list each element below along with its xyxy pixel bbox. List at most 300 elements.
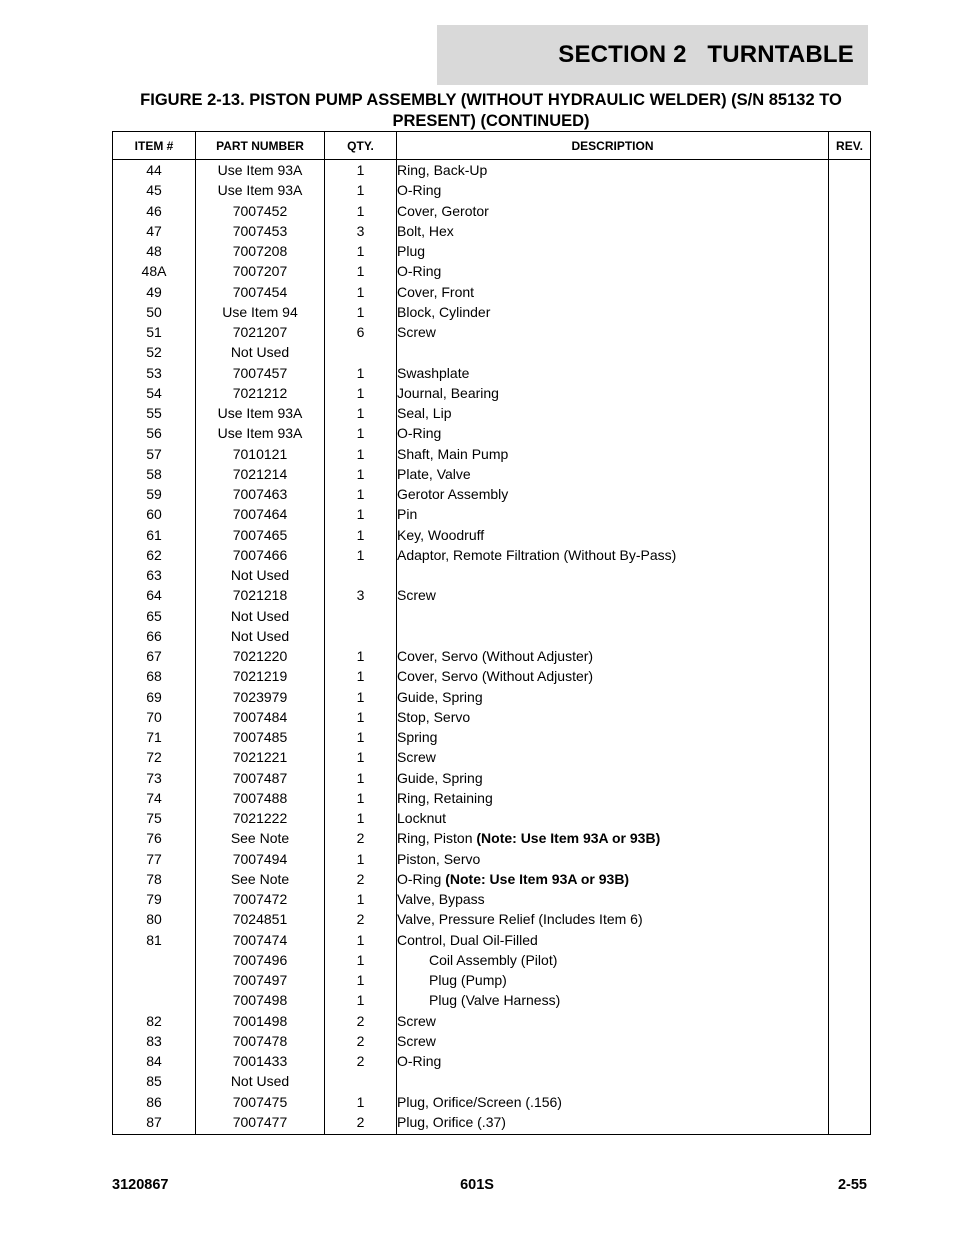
footer-page-number: 2-55 [837,1177,867,1193]
item-number-cell [113,970,196,990]
qty-cell [325,342,397,362]
rev-cell [829,970,871,990]
description-cell [397,909,829,929]
description-text: Plate, Valve [397,465,471,482]
rev-cell [829,889,871,909]
table-row [113,666,871,686]
description-text: O-Ring [397,870,446,887]
description-cell [397,363,829,383]
description-text: Journal, Bearing [397,384,499,401]
table-row [113,606,871,626]
part-number-cell: 7007207 [196,261,325,281]
description-text: Block, Cylinder [397,303,491,320]
part-number-cell: 7007452 [196,201,325,221]
item-number-cell: 85 [113,1071,196,1091]
rev-cell [829,585,871,605]
table-row [113,768,871,788]
qty-cell: 1 [325,768,397,788]
table-row [113,464,871,484]
qty-cell: 1 [325,504,397,524]
qty-cell: 1 [325,950,397,970]
table-row [113,646,871,666]
qty-cell: 1 [325,646,397,666]
description-text: Coil Assembly (Pilot) [429,951,558,968]
description-text: Screw [397,324,436,341]
table-row [113,909,871,929]
table-row [113,930,871,950]
description-text: Screw [397,1012,436,1029]
qty-cell: 1 [325,423,397,443]
rev-cell [829,403,871,423]
part-number-cell: 7007472 [196,889,325,909]
rev-cell [829,180,871,200]
description-text: Plug (Pump) [429,972,507,989]
qty-cell [325,1071,397,1091]
rev-cell [829,869,871,889]
part-number-cell: 7007453 [196,221,325,241]
part-number-cell: Not Used [196,606,325,626]
footer-model: 601S [460,1177,494,1193]
qty-cell: 1 [325,444,397,464]
table-row [113,545,871,565]
item-number-cell: 72 [113,747,196,767]
qty-cell: 1 [325,687,397,707]
description-text: O-Ring [397,425,442,442]
qty-cell: 3 [325,585,397,605]
figure-title: FIGURE 2-13. PISTON PUMP ASSEMBLY (WITHOUT HYDRAULIC WELDER) (S/N 85132 TO PRESENT) (CONTINUED) [140,91,842,130]
rev-cell [829,201,871,221]
rev-cell [829,444,871,464]
description-cell [397,970,829,990]
table-row [113,727,871,747]
item-number-cell: 67 [113,646,196,666]
item-number-cell: 66 [113,626,196,646]
qty-cell: 2 [325,1112,397,1135]
description-cell [397,889,829,909]
qty-cell: 1 [325,484,397,504]
item-number-cell: 51 [113,322,196,342]
item-number-cell: 82 [113,1011,196,1031]
part-number-cell: 7007464 [196,504,325,524]
table-row [113,444,871,464]
part-number-cell: 7010121 [196,444,325,464]
item-number-cell: 61 [113,525,196,545]
description-cell [397,565,829,585]
description-cell [397,1051,829,1071]
description-text: Valve, Pressure Relief (Includes Item 6) [397,911,643,928]
description-text: O-Ring [397,263,442,280]
description-note: (Note: Use Item 93A or 93B) [445,870,630,887]
rev-cell [829,768,871,788]
item-number-cell: 48A [113,261,196,281]
part-number-cell: 7021212 [196,383,325,403]
table-row [113,1011,871,1031]
rev-cell [829,909,871,929]
table-row [113,423,871,443]
item-number-cell: 57 [113,444,196,464]
description-note: (Note: Use Item 93A or 93B) [476,830,661,847]
qty-cell: 1 [325,747,397,767]
part-number-cell: 7001498 [196,1011,325,1031]
table-row [113,342,871,362]
description-cell [397,423,829,443]
table-row [113,1031,871,1051]
description-cell [397,747,829,767]
description-text: Spring [397,729,438,746]
description-text: Key, Woodruff [397,526,485,543]
description-text: Pin [397,506,418,523]
rev-cell [829,383,871,403]
qty-cell: 1 [325,464,397,484]
item-number-cell: 77 [113,849,196,869]
table-row [113,1071,871,1091]
rev-cell [829,849,871,869]
item-number-cell: 68 [113,666,196,686]
table-header-row [113,132,871,160]
description-cell [397,545,829,565]
qty-cell: 1 [325,930,397,950]
table-row [113,808,871,828]
rev-cell [829,221,871,241]
rev-cell [829,646,871,666]
description-cell [397,1112,829,1135]
item-number-cell: 62 [113,545,196,565]
rev-cell [829,504,871,524]
description-text: Ring, Retaining [397,789,493,806]
part-number-cell: Not Used [196,626,325,646]
qty-cell: 1 [325,970,397,990]
part-number-cell: 7023979 [196,687,325,707]
rev-cell [829,464,871,484]
description-cell [397,828,829,848]
description-text: Control, Dual Oil-Filled [397,931,538,948]
description-cell [397,930,829,950]
description-cell [397,585,829,605]
description-text: Ring, Piston [397,830,477,847]
item-number-cell: 46 [113,201,196,221]
table-row [113,484,871,504]
part-number-cell: 7007497 [196,970,325,990]
description-text: Plug, Orifice (.37) [397,1113,506,1130]
parts-table [112,131,871,1135]
item-number-cell: 47 [113,221,196,241]
table-row [113,1092,871,1112]
part-number-cell: 7007494 [196,849,325,869]
part-number-cell: 7007454 [196,282,325,302]
footer-doc-number: 3120867 [112,1177,169,1193]
table-row [113,707,871,727]
description-text: Plug [397,243,426,260]
part-number-cell: Use Item 93A [196,403,325,423]
rev-cell [829,282,871,302]
description-cell [397,504,829,524]
part-number-cell: 7007208 [196,241,325,261]
item-number-cell: 58 [113,464,196,484]
qty-cell: 1 [325,707,397,727]
qty-cell: 1 [325,261,397,281]
column-header-qty: QTY. [325,132,397,160]
section-title: SECTION 2 TURNTABLE [558,41,854,68]
part-number-cell: 7007496 [196,950,325,970]
part-number-cell: 7007465 [196,525,325,545]
part-number-cell: 7001433 [196,1051,325,1071]
qty-cell: 1 [325,545,397,565]
rev-cell [829,322,871,342]
qty-cell: 2 [325,1011,397,1031]
description-cell [397,1031,829,1051]
item-number-cell: 81 [113,930,196,950]
description-text: O-Ring [397,1053,442,1070]
part-number-cell: 7024851 [196,909,325,929]
part-number-cell: Not Used [196,342,325,362]
qty-cell: 2 [325,869,397,889]
qty-cell [325,606,397,626]
table-row [113,261,871,281]
description-cell [397,727,829,747]
description-cell [397,606,829,626]
rev-cell [829,687,871,707]
description-text: Cover, Servo (Without Adjuster) [397,648,594,665]
table-row [113,687,871,707]
qty-cell: 1 [325,403,397,423]
item-number-cell: 54 [113,383,196,403]
item-number-cell: 83 [113,1031,196,1051]
description-text: Seal, Lip [397,405,452,422]
description-text: Plug, Orifice/Screen (.156) [397,1093,562,1110]
rev-cell [829,990,871,1010]
description-text: Screw [397,587,436,604]
part-number-cell: 7007477 [196,1112,325,1135]
item-number-cell: 71 [113,727,196,747]
description-text: O-Ring [397,182,442,199]
description-cell [397,282,829,302]
table-row [113,403,871,423]
description-cell [397,525,829,545]
description-text: Guide, Spring [397,769,483,786]
description-text: Gerotor Assembly [397,486,509,503]
description-text: Stop, Servo [397,708,471,725]
table-row [113,525,871,545]
description-cell [397,1092,829,1112]
rev-cell [829,606,871,626]
column-header-part-number: PART NUMBER [196,132,325,160]
description-cell [397,950,829,970]
rev-cell [829,342,871,362]
table-row [113,322,871,342]
part-number-cell: Use Item 94 [196,302,325,322]
table-row [113,950,871,970]
item-number-cell: 49 [113,282,196,302]
rev-cell [829,1051,871,1071]
item-number-cell: 86 [113,1092,196,1112]
item-number-cell: 78 [113,869,196,889]
item-number-cell: 55 [113,403,196,423]
description-text: Cover, Front [397,283,475,300]
rev-cell [829,707,871,727]
qty-cell: 6 [325,322,397,342]
table-row [113,180,871,200]
item-number-cell: 59 [113,484,196,504]
description-cell [397,646,829,666]
part-number-cell: 7021218 [196,585,325,605]
item-number-cell: 60 [113,504,196,524]
part-number-cell: 7007466 [196,545,325,565]
part-number-cell: 7021207 [196,322,325,342]
part-number-cell: 7007463 [196,484,325,504]
part-number-cell: 7007487 [196,768,325,788]
table-row [113,504,871,524]
item-number-cell: 87 [113,1112,196,1135]
item-number-cell: 70 [113,707,196,727]
table-row [113,970,871,990]
qty-cell [325,626,397,646]
rev-cell [829,1031,871,1051]
rev-cell [829,241,871,261]
item-number-cell: 74 [113,788,196,808]
part-number-cell: Use Item 93A [196,180,325,200]
rev-cell [829,808,871,828]
table-row [113,1112,871,1135]
description-text: Ring, Back-Up [397,162,488,179]
description-cell [397,687,829,707]
part-number-cell: 7007488 [196,788,325,808]
description-text: Adaptor, Remote Filtration (Without By-Pass) [397,546,677,563]
part-number-cell: 7021220 [196,646,325,666]
item-number-cell [113,950,196,970]
part-number-cell: Not Used [196,565,325,585]
description-text: Piston, Servo [397,850,481,867]
description-cell [397,241,829,261]
table-row [113,383,871,403]
rev-cell [829,747,871,767]
rev-cell [829,626,871,646]
description-cell [397,768,829,788]
qty-cell: 1 [325,525,397,545]
item-number-cell: 65 [113,606,196,626]
item-number-cell: 53 [113,363,196,383]
description-cell [397,849,829,869]
description-cell [397,990,829,1010]
qty-cell: 2 [325,828,397,848]
part-number-cell: See Note [196,828,325,848]
description-cell [397,201,829,221]
description-cell [397,788,829,808]
table-row [113,241,871,261]
description-cell [397,808,829,828]
rev-cell [829,950,871,970]
part-number-cell: 7021221 [196,747,325,767]
rev-cell [829,1071,871,1091]
part-number-cell: 7021219 [196,666,325,686]
part-number-cell: 7007498 [196,990,325,1010]
rev-cell [829,1112,871,1135]
description-cell [397,383,829,403]
part-number-cell: 7007474 [196,930,325,950]
item-number-cell: 52 [113,342,196,362]
item-number-cell [113,990,196,1010]
rev-cell [829,666,871,686]
qty-cell: 1 [325,788,397,808]
description-cell [397,464,829,484]
part-number-cell: 7007475 [196,1092,325,1112]
item-number-cell: 45 [113,180,196,200]
part-number-cell: 7021222 [196,808,325,828]
rev-cell [829,1011,871,1031]
part-number-cell: Not Used [196,1071,325,1091]
item-number-cell: 75 [113,808,196,828]
description-text: Plug (Valve Harness) [429,992,561,1009]
description-cell [397,160,829,181]
rev-cell [829,160,871,181]
description-cell [397,403,829,423]
qty-cell: 1 [325,302,397,322]
description-text: Cover, Gerotor [397,202,489,219]
item-number-cell: 64 [113,585,196,605]
rev-cell [829,484,871,504]
description-cell [397,1011,829,1031]
qty-cell: 1 [325,990,397,1010]
rev-cell [829,545,871,565]
rev-cell [829,727,871,747]
part-number-cell: 7007478 [196,1031,325,1051]
description-text: Swashplate [397,364,470,381]
table-row [113,626,871,646]
qty-cell: 1 [325,727,397,747]
table-row [113,869,871,889]
description-text: Bolt, Hex [397,222,454,239]
item-number-cell: 73 [113,768,196,788]
description-cell [397,707,829,727]
description-cell [397,322,829,342]
description-text: Screw [397,1032,436,1049]
qty-cell: 1 [325,1092,397,1112]
description-cell [397,221,829,241]
description-cell [397,869,829,889]
part-number-cell: 7007485 [196,727,325,747]
qty-cell: 1 [325,889,397,909]
qty-cell: 1 [325,160,397,181]
rev-cell [829,788,871,808]
part-number-cell: 7007457 [196,363,325,383]
rev-cell [829,261,871,281]
column-header-rev: REV. [829,132,871,160]
part-number-cell: 7021214 [196,464,325,484]
qty-cell: 1 [325,180,397,200]
description-cell [397,666,829,686]
qty-cell: 1 [325,849,397,869]
table-row [113,302,871,322]
description-cell [397,484,829,504]
section-header-box [437,25,868,85]
description-text: Guide, Spring [397,688,483,705]
qty-cell: 1 [325,201,397,221]
qty-cell: 2 [325,1031,397,1051]
item-number-cell: 80 [113,909,196,929]
description-cell [397,342,829,362]
item-number-cell: 84 [113,1051,196,1071]
item-number-cell: 50 [113,302,196,322]
rev-cell [829,525,871,545]
description-cell [397,444,829,464]
rev-cell [829,302,871,322]
item-number-cell: 48 [113,241,196,261]
item-number-cell: 69 [113,687,196,707]
parts-table-body [113,160,871,1135]
table-row [113,990,871,1010]
item-number-cell: 76 [113,828,196,848]
part-number-cell: 7007484 [196,707,325,727]
table-row [113,585,871,605]
